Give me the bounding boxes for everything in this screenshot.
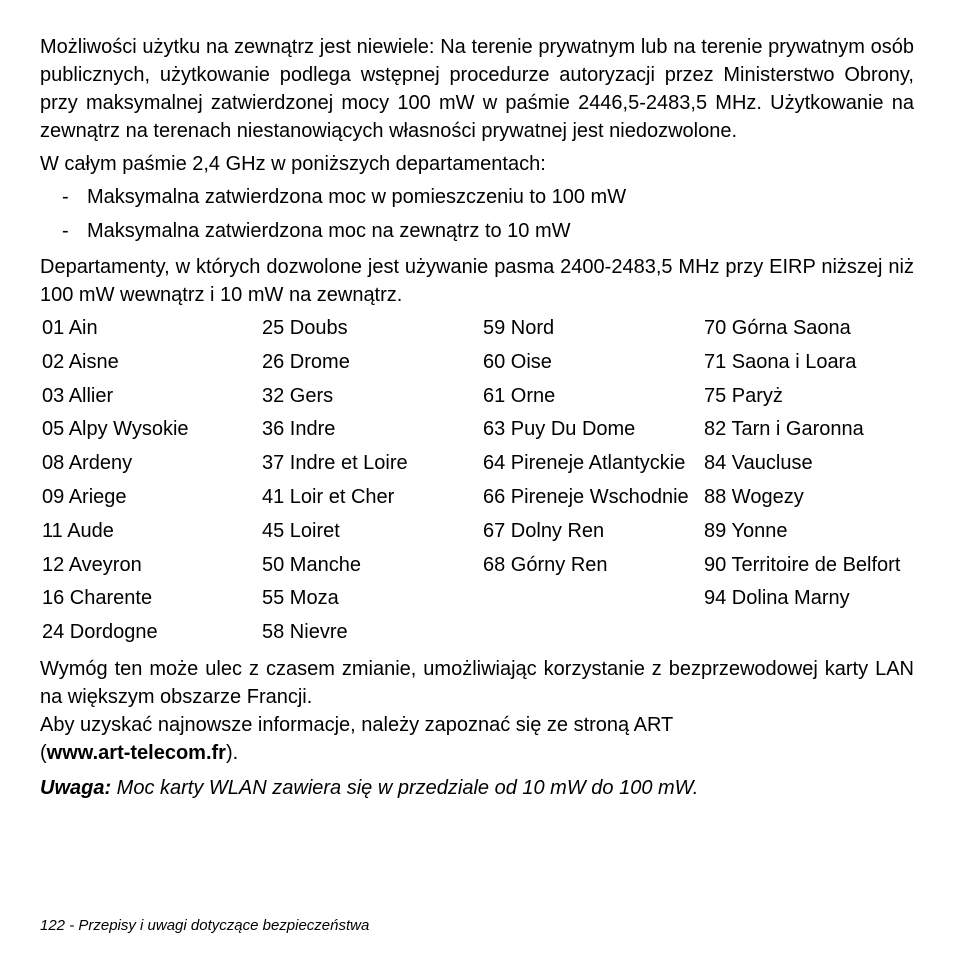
department-cell: 82 Tarn i Garonna — [704, 418, 864, 441]
department-cell: 24 Dordogne — [42, 621, 158, 644]
note-text: Moc karty WLAN zawiera się w przedziale od 10 mW do 100 mW. — [111, 776, 699, 799]
department-cell: 84 Vaucluse — [704, 452, 813, 475]
department-cell: 88 Wogezy — [704, 485, 804, 508]
department-cell: 94 Dolina Marny — [704, 587, 850, 610]
department-cell: 70 Górna Saona — [704, 317, 851, 339]
department-cell: 09 Ariege — [42, 485, 127, 508]
department-cell: 66 Pireneje Wschodnie — [483, 485, 689, 508]
department-cell: 36 Indre — [262, 418, 336, 441]
department-cell: 02 Aisne — [42, 350, 119, 373]
departments-table — [40, 314, 914, 652]
department-cell: 90 Territoire de Belfort — [704, 553, 901, 576]
change-note-paragraph: Wymóg ten może ulec z czasem zmianie, umożliwiając korzystanie z bezprzewodowej karty LAN na większym obszarze Francji. — [40, 657, 914, 708]
band-lead-paragraph: W całym paśmie 2,4 GHz w poniższych departamentach: — [40, 153, 546, 175]
department-cell: 16 Charente — [42, 587, 153, 610]
department-cell: 41 Loir et Cher — [262, 485, 395, 508]
page-content — [40, 33, 914, 802]
art-telecom-link[interactable]: www.art-telecom.fr — [46, 741, 226, 764]
department-cell: 63 Puy Du Dome — [483, 418, 636, 441]
department-cell: 58 Nievre — [262, 621, 348, 644]
note-paragraph — [40, 774, 914, 802]
department-cell: 12 Aveyron — [42, 553, 142, 576]
department-cell: 26 Drome — [262, 350, 350, 373]
info-paragraph — [40, 711, 914, 767]
power-limits-list — [40, 180, 914, 248]
info-open-paren: ( — [40, 741, 47, 764]
list-item — [40, 214, 914, 248]
department-cell: 11 Aude — [42, 519, 114, 542]
page-footer: 122 - Przepisy i uwagi dotyczące bezpieczeństwa — [40, 917, 370, 934]
list-item — [40, 180, 914, 214]
departments-column-1 — [40, 314, 260, 652]
departments-column-4 — [702, 314, 914, 652]
department-cell: 75 Paryż — [704, 384, 783, 407]
department-cell: 68 Górny Ren — [483, 553, 608, 576]
department-cell: 25 Doubs — [262, 317, 348, 339]
department-cell: 50 Manche — [262, 553, 361, 576]
info-close-paren: ). — [225, 741, 239, 764]
list-item-text: Maksymalna zatwierdzona moc na zewnątrz to 10 mW — [87, 220, 571, 242]
department-cell: 67 Dolny Ren — [483, 519, 605, 542]
departments-column-2 — [260, 314, 481, 652]
department-cell: 60 Oise — [483, 350, 552, 373]
department-cell: 08 Ardeny — [42, 452, 133, 475]
department-cell: 55 Moza — [262, 587, 339, 610]
department-cell: 05 Alpy Wysokie — [42, 418, 189, 441]
department-cell: 64 Pireneje Atlantyckie — [483, 452, 686, 475]
intro-paragraph: Możliwości użytku na zewnątrz jest niewiele: Na terenie prywatnym lub na terenie prywatnym osób publicznych, użytkowanie podlega wstępnej procedurze autoryzacji przez Ministerstwo Obrony, przy maksymalnej zatwierdzonej mocy 100 mW w paśmie 2446,5-2483,5 MHz. Użytkowanie na zewnątrz na terenach niestanowiących własności prywatnej jest niedozwolone. — [40, 36, 914, 142]
bullet-dash: - — [62, 186, 69, 208]
departments-lead-paragraph: Departamenty, w których dozwolone jest używanie pasma 2400-2483,5 MHz przy EIRP niższej niż 100 mW wewnątrz i 10 mW na zewnątrz. — [40, 256, 914, 306]
department-cell: 59 Nord — [483, 317, 555, 339]
department-cell: 61 Orne — [483, 384, 556, 407]
department-cell: 71 Saona i Loara — [704, 350, 857, 373]
department-cell: 37 Indre et Loire — [262, 452, 408, 475]
info-lead-text: Aby uzyskać najnowsze informacje, należy zapoznać się ze stroną ART — [40, 713, 674, 736]
department-cell: 45 Loiret — [262, 519, 340, 542]
departments-column-3 — [481, 314, 702, 652]
department-cell: 89 Yonne — [704, 519, 788, 542]
department-cell: 03 Allier — [42, 384, 114, 407]
note-label: Uwaga: — [40, 776, 112, 799]
department-cell: 01 Ain — [42, 317, 98, 339]
list-item-text: Maksymalna zatwierdzona moc w pomieszczeniu to 100 mW — [87, 186, 627, 208]
department-cell: 32 Gers — [262, 384, 334, 407]
bullet-dash: - — [62, 220, 69, 242]
